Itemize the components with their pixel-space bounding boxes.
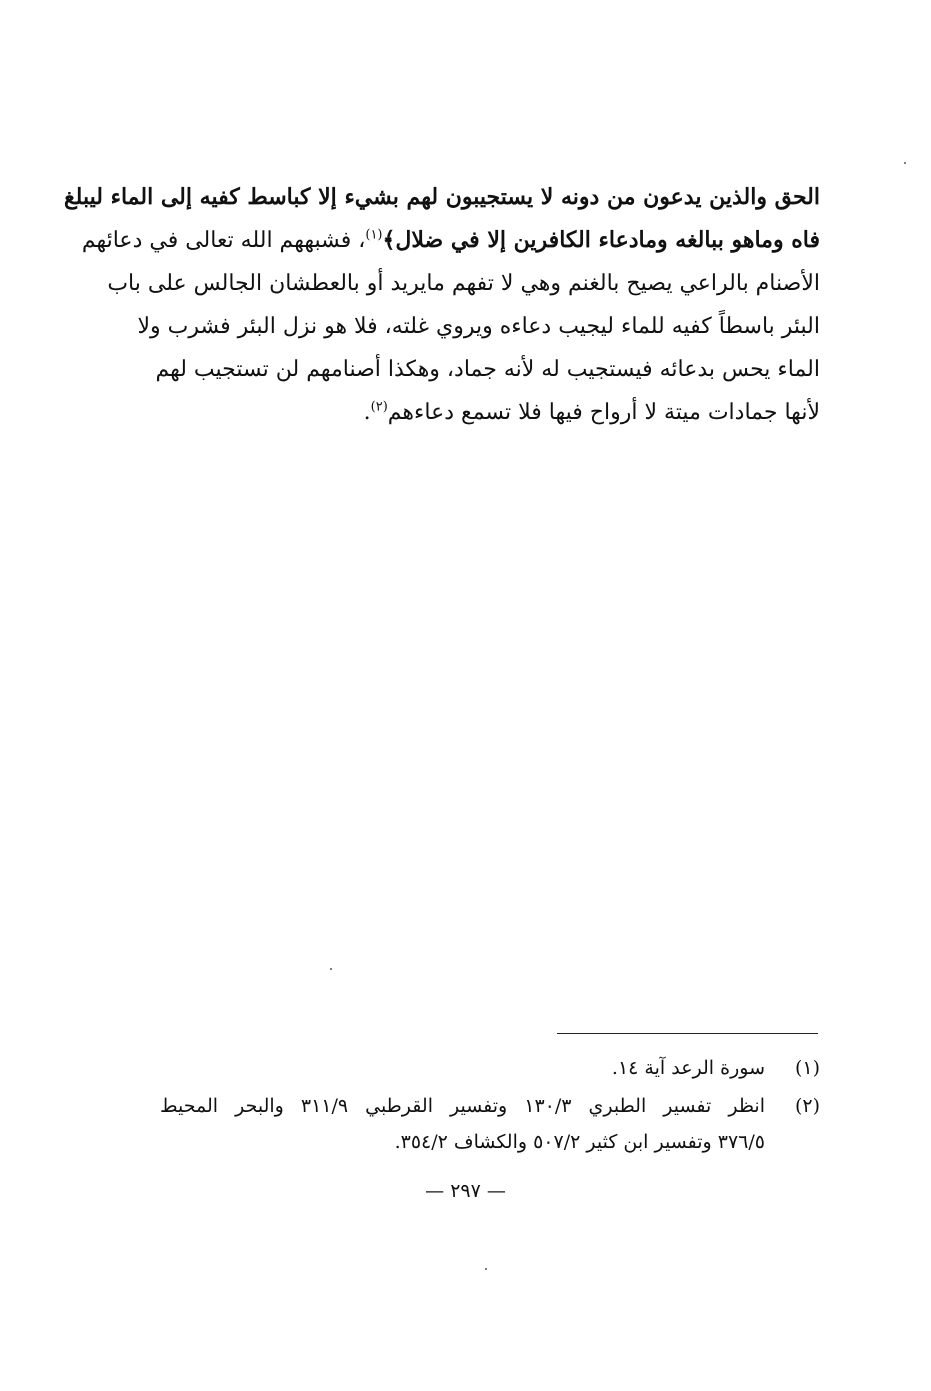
- scan-speck: [330, 968, 332, 970]
- main-paragraph: [63, 176, 820, 434]
- quran-verse-fragment: فاه وماهو ببالغه ومادعاء الكافرين إلا في ضلال﴾: [382, 227, 820, 253]
- footnote-2-number: (٢): [794, 1095, 820, 1117]
- footnotes: [160, 1050, 820, 1162]
- footnote-1-text: [160, 1050, 765, 1086]
- body-line-5: الماء يحس بدعائه فيستجيب له لأنه جماد، وهكذا أصنامهم لن تستجيب لهم: [155, 357, 820, 382]
- body-line-1: الحق والذين يدعون من دونه لا يستجيبون لهم بشيء إلا كباسط كفيه إلى الماء ليبلغ: [63, 184, 820, 210]
- footnote-1-number: (١): [794, 1057, 820, 1079]
- body-line-6: [160, 391, 820, 434]
- scan-speck: [904, 162, 906, 164]
- body-line-6-tail: .: [363, 400, 371, 425]
- body-line-2: [81, 219, 820, 262]
- scan-speck: [485, 1268, 487, 1270]
- footnote-1: [160, 1050, 820, 1086]
- body-line-4: البئر باسطاً كفيه للماء ليجيب دعاءه ويروي غلته، فلا هو نزل البئر فشرب ولا: [137, 314, 820, 339]
- footnote-reference-2: (٢): [370, 399, 388, 415]
- body-line-6-text: لأنها جمادات ميتة لا أرواح فيها فلا تسمع دعاءهم: [387, 400, 820, 425]
- footnote-2: [160, 1088, 820, 1160]
- body-line-2-text: ، فشبههم الله تعالى في دعائهم: [81, 228, 366, 253]
- footnote-2-line-2: ٣٧٦/٥ وتفسير ابن كثير ٥٠٧/٢ والكشاف ٣٥٤/٢.: [394, 1131, 765, 1153]
- footnote-1-line-1: سورة الرعد آية ١٤.: [611, 1057, 765, 1079]
- footnote-2-line-1: انظر تفسير الطبري ١٣٠/٣ وتفسير القرطبي ٣١١/٩ والبحر المحيط: [160, 1095, 765, 1117]
- page-number: — ٢٩٧ —: [425, 1180, 506, 1202]
- footnote-separator: [557, 1033, 818, 1034]
- footnote-reference-1: (١): [365, 227, 383, 243]
- body-line-3: الأصنام بالراعي يصيح بالغنم وهي لا تفهم مايريد أو بالعطشان الجالس على باب: [107, 271, 820, 296]
- footnote-2-text: [160, 1088, 765, 1160]
